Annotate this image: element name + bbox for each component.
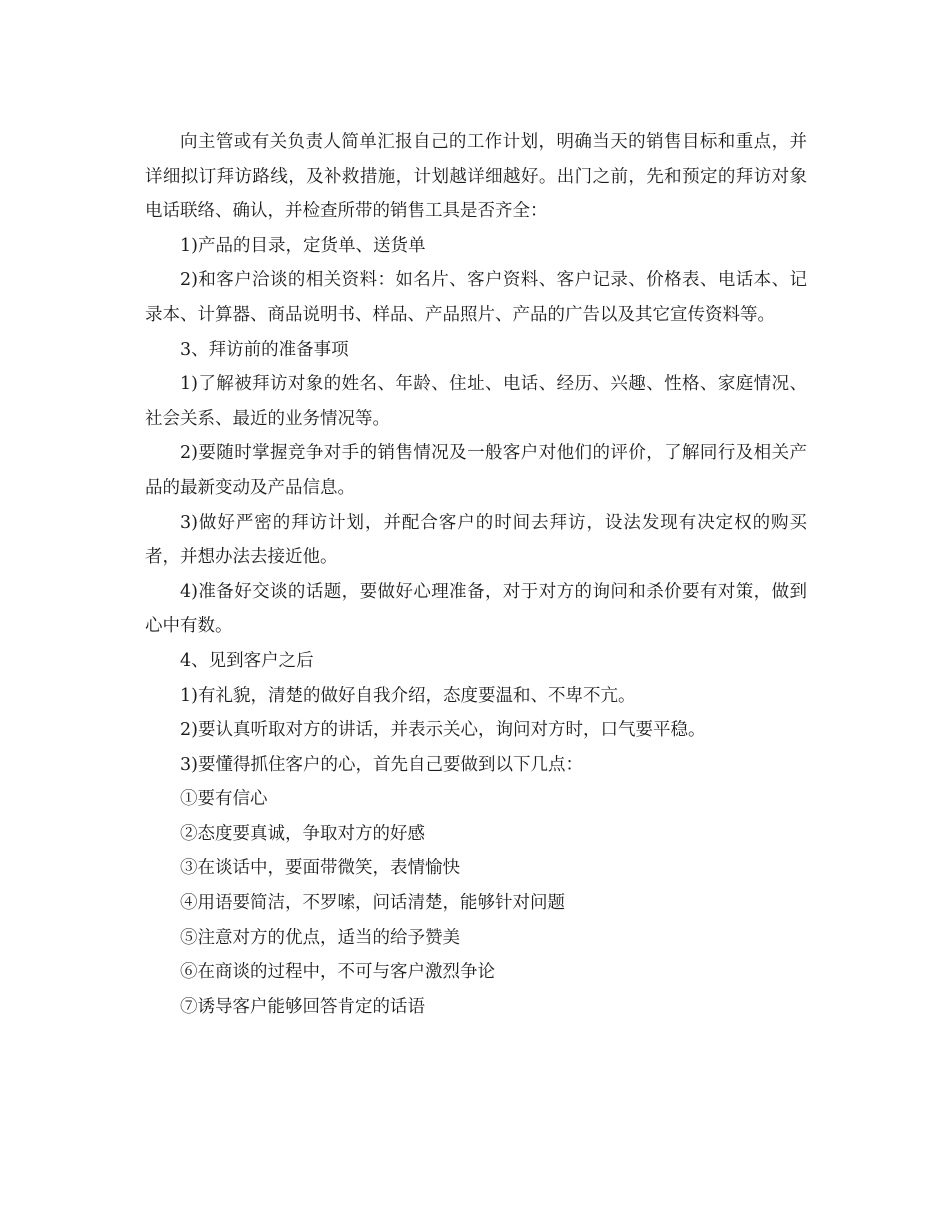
- sub-list-item: ④用语要简洁，不罗嗦，问话清楚，能够针对问题: [180, 893, 565, 914]
- list-item: 2)和客户洽谈的相关资料：如名片、客户资料、客户记录、价格表、电话本、记录本、计算器、商品说明书、样品、产品照片、产品的广告以及其它宣传资料等。: [145, 270, 807, 325]
- list-item: 3)要懂得抓住客户的心，首先自己要做到以下几点：: [180, 754, 583, 775]
- list-item: 1)产品的目录，定货单、送货单: [180, 235, 426, 256]
- sub-list-item: ②态度要真诚，争取对方的好感: [180, 823, 425, 844]
- document-body: [145, 125, 807, 1024]
- sub-list-item: ⑦诱导客户能够回答肯定的话语: [180, 996, 425, 1017]
- list-item: 2)要随时掌握竞争对手的销售情况及一般客户对他们的评价，了解同行及相关产品的最新变动及产品信息。: [145, 443, 807, 498]
- list-item: 1)了解被拜访对象的姓名、年龄、住址、电话、经历、兴趣、性格、家庭情况、社会关系、最近的业务情况等。: [145, 374, 807, 429]
- list-item: 2)要认真听取对方的讲话，并表示关心，询问对方时，口气要平稳。: [180, 720, 706, 741]
- section-heading-meeting: 4、见到客户之后: [180, 650, 314, 671]
- sub-list-item: ⑤注意对方的优点，适当的给予赞美: [180, 927, 460, 948]
- sub-list-item: ①要有信心: [180, 789, 268, 810]
- list-item: 3)做好严密的拜访计划，并配合客户的时间去拜访，设法发现有决定权的购买者，并想办法去接近他。: [145, 512, 807, 568]
- paragraph-intro: 向主管或有关负责人简单汇报自己的工作计划，明确当天的销售目标和重点，并详细拟订拜访路线，及补救措施，计划越详细越好。出门之前，先和预定的拜访对象电话联络、确认，并检查所带的销售工具是否齐全：: [145, 132, 807, 222]
- sub-list-item: ⑥在商谈的过程中，不可与客户激烈争论: [180, 962, 495, 983]
- section-heading-preparation: 3、拜访前的准备事项: [180, 339, 349, 360]
- list-item: 1)有礼貌，清楚的做好自我介绍，态度要温和、不卑不亢。: [180, 685, 636, 706]
- sub-list-item: ③在谈话中，要面带微笑，表情愉快: [180, 858, 460, 879]
- list-item: 4)准备好交谈的话题，要做好心理准备，对于对方的询问和杀价要有对策，做到心中有数。: [145, 581, 807, 637]
